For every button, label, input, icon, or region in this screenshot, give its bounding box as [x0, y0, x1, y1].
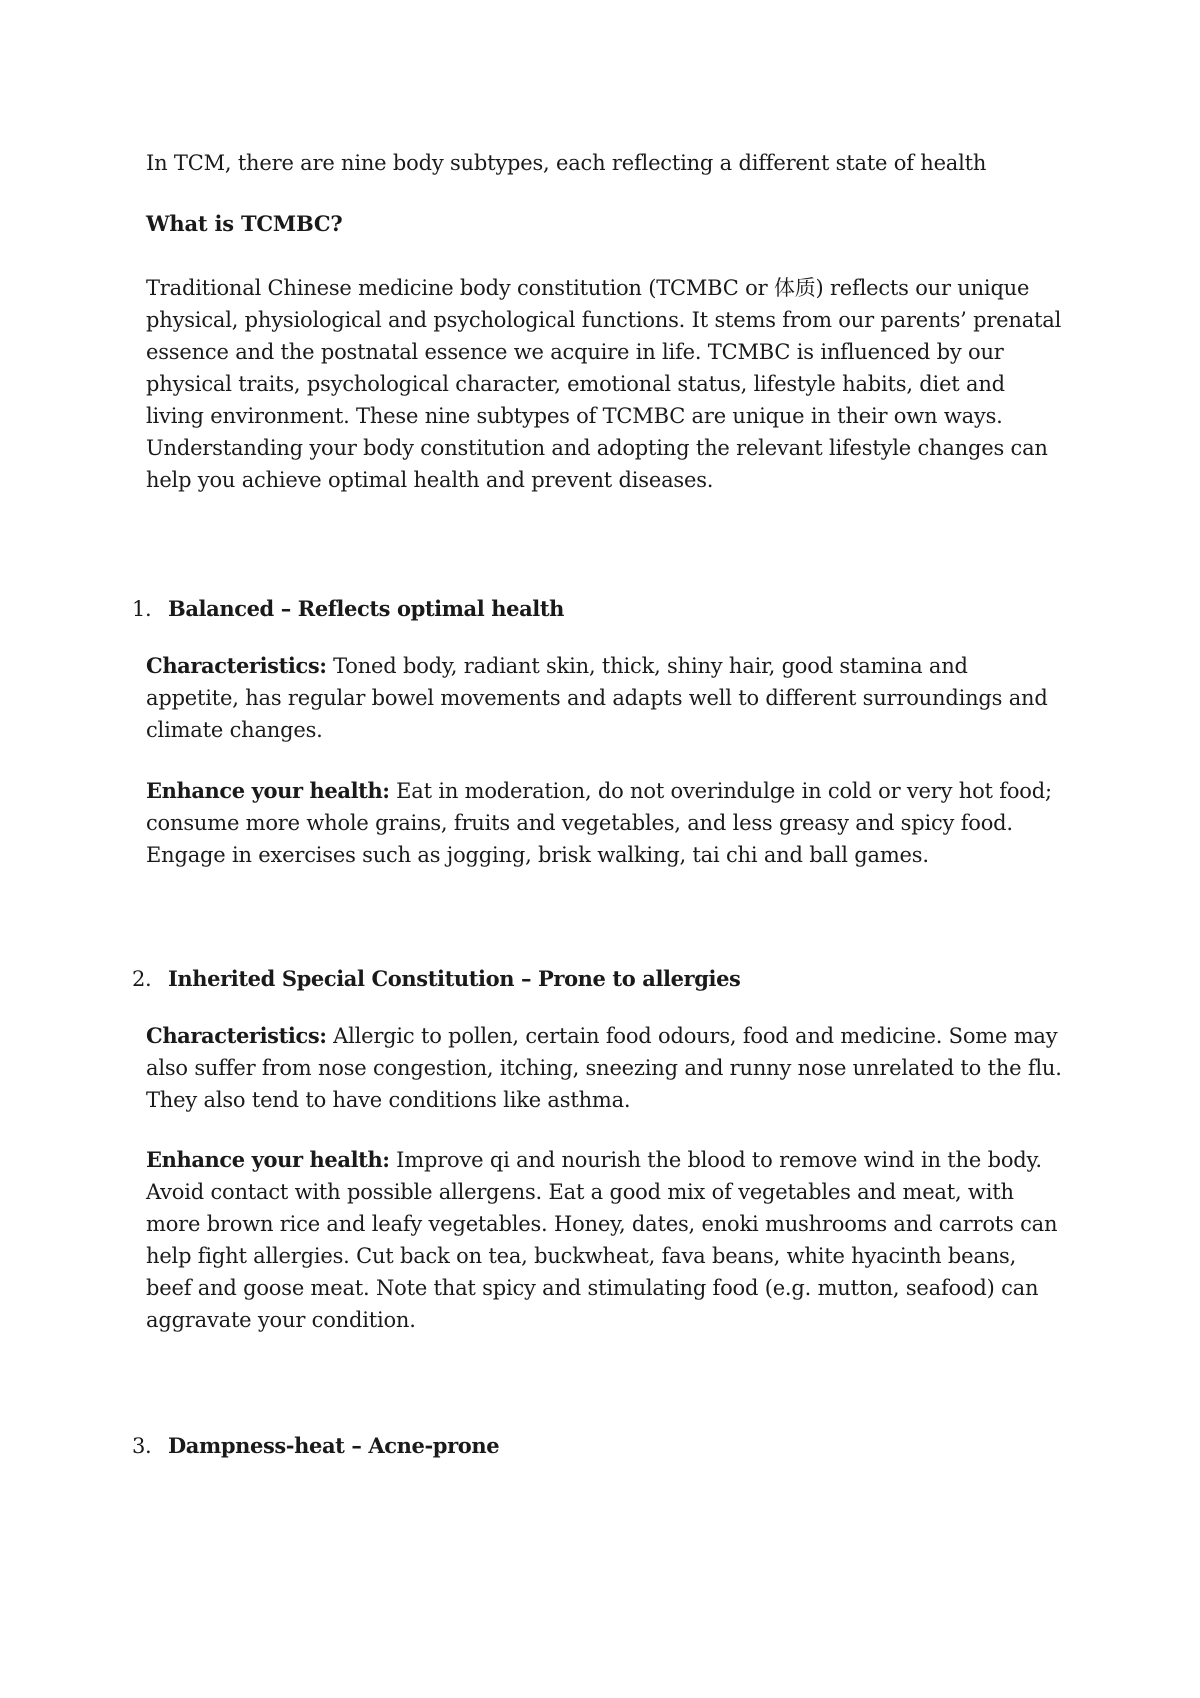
- item-1-enhance: [146, 775, 1066, 871]
- intro-sentence: In TCM, there are nine body subtypes, each reflecting a different state of health: [146, 151, 987, 175]
- what-is-paragraph: Traditional Chinese medicine body constitution (TCMBC or 体质) reflects our unique physical, physiological and psychological functions. It stems from our parents’ prenatal essence and the postnatal essence we acquire in life. TCMBC is influenced by our physical traits, psychological character, emotional status, lifestyle habits, diet and living environment. These nine subtypes of TCMBC are unique in their own ways. Understanding your body constitution and adopting the relevant lifestyle changes can help you achieve optimal health and prevent diseases.: [146, 276, 1062, 492]
- item-1-title: [132, 593, 1032, 625]
- characteristics-label: Characteristics:: [146, 653, 327, 678]
- item-2-characteristics-text: Allergic to pollen, certain food odours, food and medicine. Some may also suffer from nose congestion, itching, sneezing and runny nose unrelated to the flu. They also tend to have conditions like asthma.: [146, 1024, 1062, 1112]
- item-3-title-text: Dampness-heat – Acne-prone: [168, 1433, 500, 1458]
- characteristics-label: Characteristics:: [146, 1023, 327, 1048]
- item-1-number: 1.: [132, 597, 152, 621]
- item-3-number: 3.: [132, 1434, 152, 1458]
- item-1-enhance-text: Eat in moderation, do not overindulge in cold or very hot food; consume more whole grains, fruits and vegetables, and less greasy and spicy food. Engage in exercises such as jogging, brisk walking, tai chi and ball games.: [146, 779, 1052, 867]
- item-2-title-text: Inherited Special Constitution – Prone to allergies: [168, 966, 741, 991]
- item-2-enhance: [146, 1144, 1066, 1336]
- item-1-characteristics-text: Toned body, radiant skin, thick, shiny hair, good stamina and appetite, has regular bowel movements and adapts well to different surroundings and climate changes.: [146, 654, 1048, 742]
- enhance-label: Enhance your health:: [146, 1147, 390, 1172]
- item-1-title-text: Balanced – Reflects optimal health: [168, 596, 565, 621]
- item-2-enhance-text: Improve qi and nourish the blood to remove wind in the body. Avoid contact with possible allergens. Eat a good mix of vegetables and meat, with more brown rice and leafy vegetables. Honey, dates, enoki mushrooms and carrots can help fight allergies. Cut back on tea, buckwheat, fava beans, white hyacinth beans, beef and goose meat. Note that spicy and stimulating food (e.g. mutton, seafood) can aggravate your condition.: [146, 1148, 1058, 1332]
- item-2-characteristics: [146, 1020, 1066, 1116]
- item-1-characteristics: [146, 650, 1066, 746]
- item-2-number: 2.: [132, 967, 152, 991]
- item-3-title: [132, 1430, 1032, 1462]
- what-is-heading: What is TCMBC?: [146, 211, 343, 236]
- enhance-label: Enhance your health:: [146, 778, 390, 803]
- item-2-title: [132, 963, 1032, 995]
